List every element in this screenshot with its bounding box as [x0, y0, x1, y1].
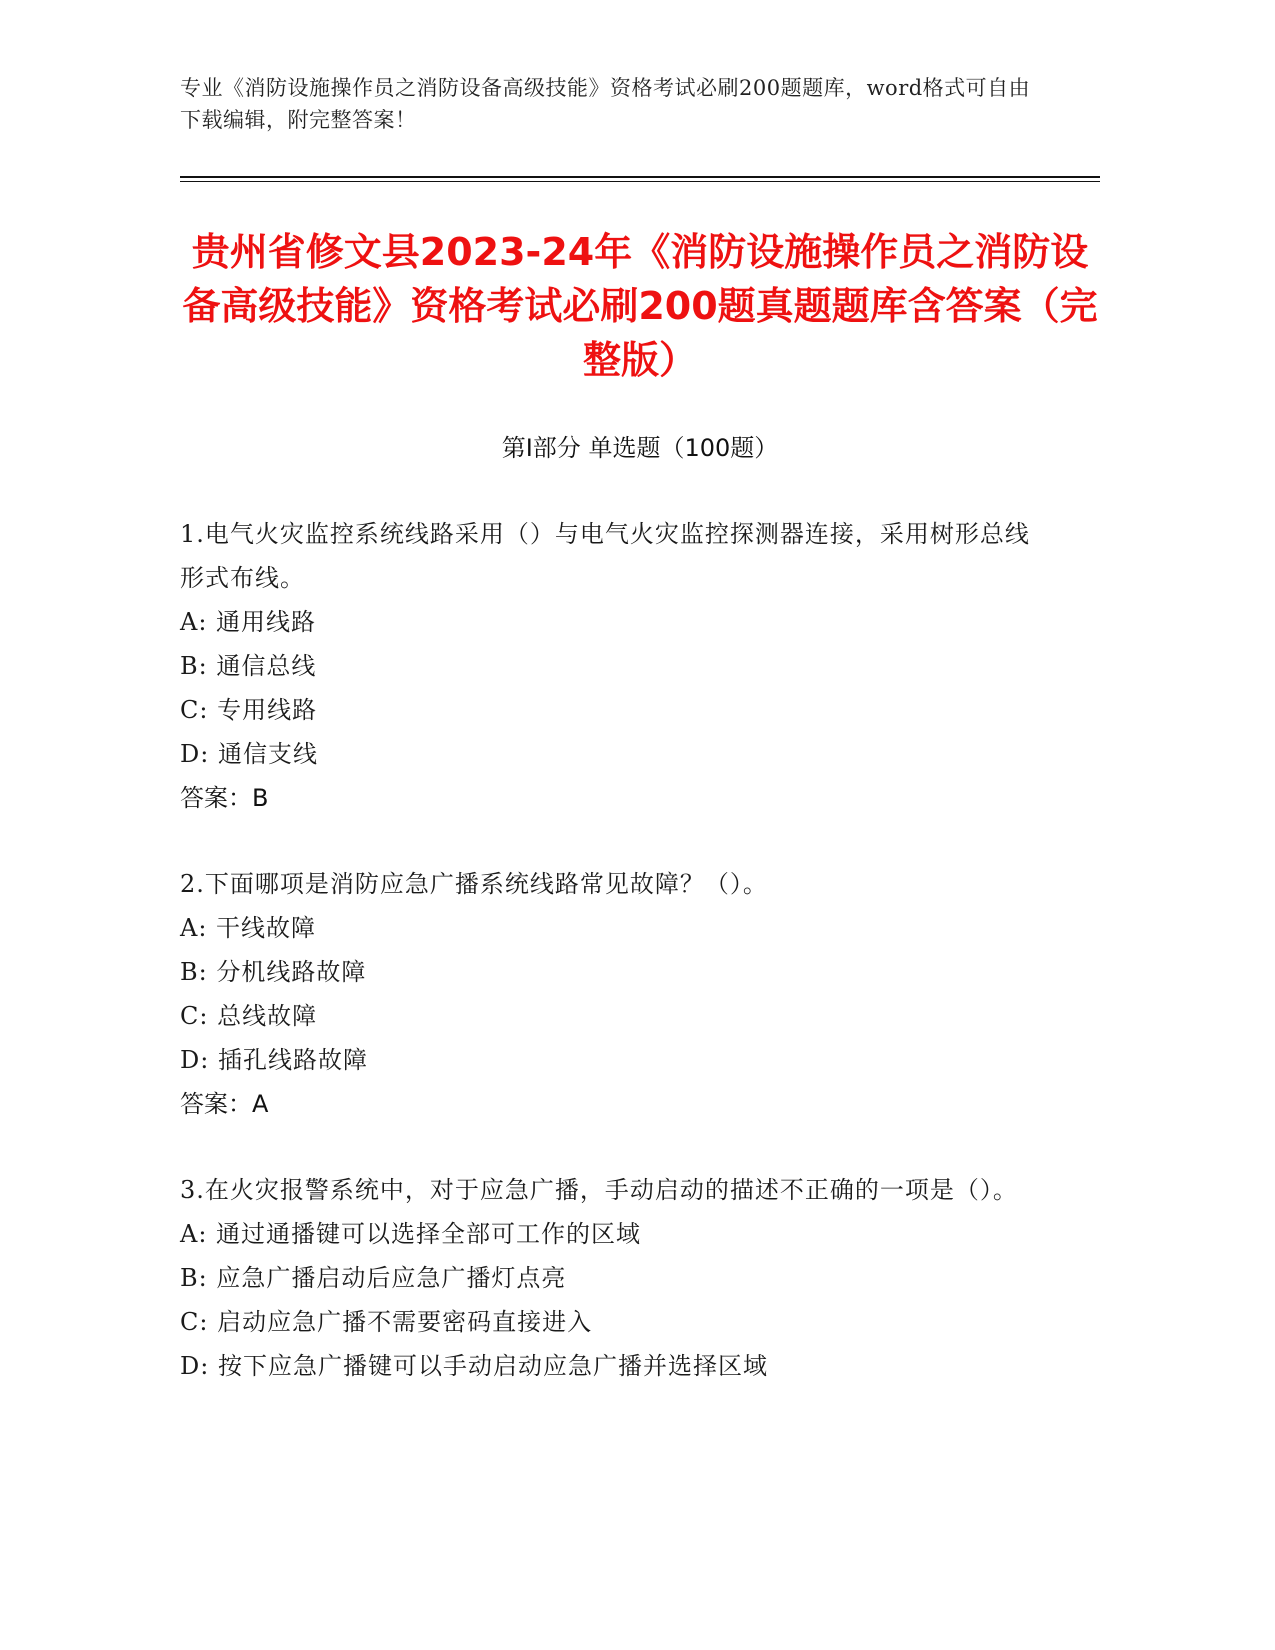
option-b: B: 分机线路故障 — [180, 958, 367, 986]
option-b: B: 通信总线 — [180, 652, 317, 680]
option-d: D: 通信支线 — [180, 740, 318, 768]
option-c: C: 启动应急广播不需要密码直接进入 — [180, 1308, 593, 1336]
question-list — [180, 512, 1040, 1430]
option-a: A: 干线故障 — [180, 914, 317, 942]
option-d: D: 插孔线路故障 — [180, 1046, 368, 1074]
answer: 答案：A — [180, 1090, 269, 1118]
option-a: A: 通过通播键可以选择全部可工作的区域 — [180, 1220, 642, 1248]
header-rule-thin — [180, 181, 1100, 182]
question-stem: 2.下面哪项是消防应急广播系统线路常见故障？（）。 — [180, 870, 768, 898]
answer: 答案：B — [180, 784, 269, 812]
header-rule-thick — [180, 176, 1100, 178]
section-heading: 第Ⅰ部分 单选题（100题） — [501, 434, 779, 462]
question-1 — [180, 512, 1040, 820]
option-c: C: 总线故障 — [180, 1002, 318, 1030]
option-c: C: 专用线路 — [180, 696, 318, 724]
document-title: 贵州省修文县2023-24年《消防设施操作员之消防设备高级技能》资格考试必刷200题真题题库含答案（完整版） — [182, 230, 1098, 382]
question-stem: 1.电气火灾监控系统线路采用（）与电气火灾监控探测器连接，采用树形总线形式布线。 — [180, 520, 1030, 592]
option-b: B: 应急广播启动后应急广播灯点亮 — [180, 1264, 567, 1292]
option-a: A: 通用线路 — [180, 608, 317, 636]
question-stem: 3.在火灾报警系统中，对于应急广播，手动启动的描述不正确的一项是（）。 — [180, 1176, 1018, 1204]
question-2 — [180, 862, 1040, 1126]
header-note: 专业《消防设施操作员之消防设备高级技能》资格考试必刷200题题库，word格式可自由下载编辑，附完整答案！ — [180, 76, 1031, 132]
option-d: D: 按下应急广播键可以手动启动应急广播并选择区域 — [180, 1352, 768, 1380]
question-3 — [180, 1168, 1040, 1388]
